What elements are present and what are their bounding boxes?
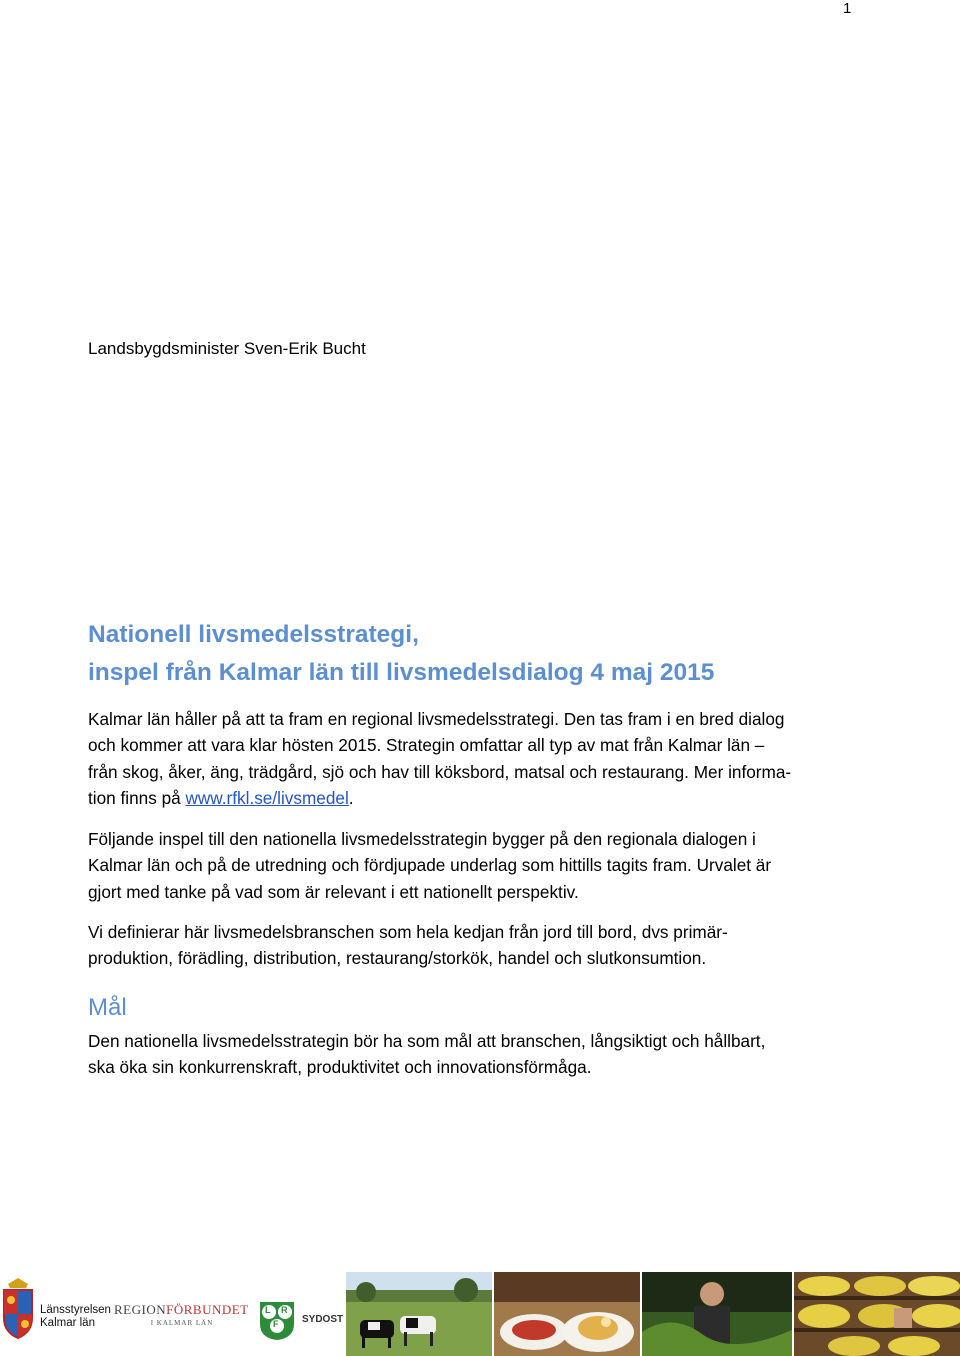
paragraph-line — [88, 785, 791, 811]
paragraph-intro — [88, 706, 791, 812]
paragraph-line: Kalmar län och på de utredning och fördjupade underlag som hittills tagits fram. Urvalet är — [88, 855, 772, 876]
photo-farmer-field — [642, 1272, 792, 1356]
paragraph-line: Den nationella livsmedelsstrategin bör ha som mål att branschen, långsiktigt och hållbart, — [88, 1031, 766, 1051]
paragraph-definition — [88, 919, 728, 972]
paragraph-line: gjort med tanke på vad som är relevant i ett nationellt perspektiv. — [88, 881, 579, 902]
lrf-sydost-logo — [254, 1296, 344, 1346]
paragraph-line: Följande inspel till den nationella livsmedelsstrategin bygger på den regionala dialogen i — [88, 829, 756, 849]
lansstyrelsen-region: Kalmar län — [40, 1317, 95, 1329]
paragraph-goal — [88, 1028, 765, 1081]
addressee: Landsbygdsminister Sven-Erik Bucht — [88, 339, 366, 358]
lrf-letter-l: L — [265, 1305, 271, 1315]
photo-food-dish — [494, 1272, 640, 1356]
paragraph-line: och kommer att vara klar hösten 2015. Strategin omfattar all typ av mat från Kalmar län – — [88, 735, 765, 756]
cows-image — [346, 1272, 492, 1356]
regionforbundet-subtitle: I KALMAR LÄN — [150, 1319, 214, 1327]
regionforbundet-name-region: REGION — [114, 1302, 167, 1317]
lansstyrelsen-name: Länsstyrelsen — [40, 1304, 111, 1316]
rfkl-livsmedel-link[interactable]: www.rfkl.se/livsmedel — [185, 788, 349, 809]
footer-logos — [0, 1272, 960, 1356]
page-number: 1 — [843, 0, 852, 17]
lansstyrelsen-logo — [0, 1278, 110, 1348]
lrf-sydost-text: SYDOST — [302, 1314, 344, 1325]
regionforbundet-name-forbundet: FÖRBUNDET — [166, 1302, 249, 1317]
paragraph-line: från skog, åker, äng, trädgård, sjö och hav till köksbord, matsal och restaurang. Mer informa- — [88, 761, 792, 782]
paragraph-line: Kalmar län håller på att ta fram en regional livsmedelsstrategi. Den tas fram i en bred dialog — [88, 709, 785, 729]
cheese-image — [794, 1272, 960, 1356]
paragraph-line: ska öka sin konkurrenskraft, produktivitet och innovationsförmåga. — [88, 1057, 592, 1078]
paragraph-text: . — [348, 788, 354, 809]
paragraph-line: produktion, förädling, distribution, restaurang/storkök, handel och slutkonsumtion. — [88, 948, 707, 969]
section-heading-mal: Mål — [88, 994, 127, 1021]
paragraph-inspel — [88, 826, 771, 905]
photo-cheese-wheels — [794, 1272, 960, 1356]
photo-cows-pasture — [346, 1272, 492, 1356]
coat-of-arms-icon — [0, 1278, 36, 1340]
title-line-2: inspel från Kalmar län till livsmedelsdialog 4 maj 2015 — [88, 659, 715, 686]
farmer-image — [642, 1272, 792, 1356]
lrf-letter-r: R — [281, 1305, 288, 1315]
paragraph-line: Vi definierar här livsmedelsbranschen som hela kedjan från jord till bord, dvs primär- — [88, 922, 728, 942]
lrf-letter-f: F — [273, 1319, 279, 1329]
title-line-1: Nationell livsmedelsstrategi, — [88, 621, 419, 648]
document-title — [88, 616, 714, 692]
regionforbundet-logo — [114, 1302, 250, 1342]
food-image — [494, 1272, 640, 1356]
paragraph-text: tion finns på — [88, 788, 186, 809]
